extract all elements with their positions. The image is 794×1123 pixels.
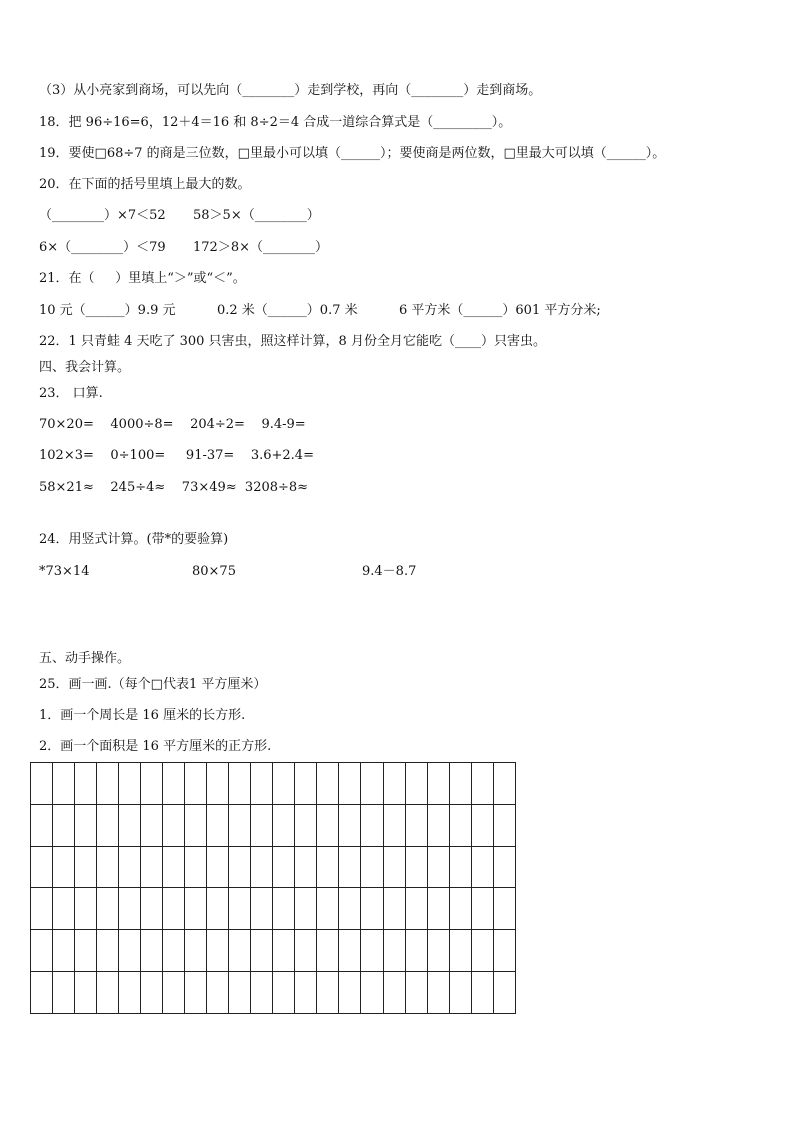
grid-cell[interactable] [119, 930, 141, 972]
grid-cell[interactable] [449, 888, 471, 930]
grid-cell[interactable] [207, 888, 229, 930]
grid-cell[interactable] [185, 763, 207, 805]
grid-cell[interactable] [493, 972, 515, 1014]
grid-cell[interactable] [53, 804, 75, 846]
grid-cell[interactable] [295, 763, 317, 805]
grid-cell[interactable] [251, 763, 273, 805]
q22-line: 22．1 只青蛙 4 天吃了 300 只害虫，照这样计算，8 月份全月它能吃（____）只害虫。 [39, 334, 546, 349]
grid-cell[interactable] [273, 763, 295, 805]
grid-cell[interactable] [53, 846, 75, 888]
grid-cell[interactable] [405, 804, 427, 846]
grid-cell[interactable] [493, 804, 515, 846]
grid-row [31, 804, 516, 846]
grid-cell[interactable] [163, 930, 185, 972]
grid-cell[interactable] [361, 930, 383, 972]
grid-row [31, 888, 516, 930]
grid-cell[interactable] [449, 804, 471, 846]
grid-cell[interactable] [383, 846, 405, 888]
grid-cell[interactable] [251, 888, 273, 930]
grid-cell[interactable] [427, 846, 449, 888]
grid-cell[interactable] [471, 888, 493, 930]
grid-cell[interactable] [361, 972, 383, 1014]
grid-cell[interactable] [405, 763, 427, 805]
grid-cell[interactable] [163, 888, 185, 930]
calc-row-2: 102×3= 0÷100= 91-37= 3.6+2.4= [39, 448, 314, 463]
grid-cell[interactable] [317, 846, 339, 888]
grid-cell[interactable] [97, 888, 119, 930]
grid-cell[interactable] [31, 804, 53, 846]
q25-task-1: 1．画一个周长是 16 厘米的长方形. [39, 708, 246, 723]
q24-item-c: 9.4－8.7 [362, 564, 417, 579]
q24-line: 24．用竖式计算。(带*的要验算) [39, 532, 229, 547]
grid-cell[interactable] [119, 846, 141, 888]
grid-cell[interactable] [361, 763, 383, 805]
grid-row [31, 930, 516, 972]
grid-cell[interactable] [493, 888, 515, 930]
grid-cell[interactable] [75, 972, 97, 1014]
grid-cell[interactable] [493, 763, 515, 805]
grid-cell[interactable] [141, 930, 163, 972]
grid-row [31, 763, 516, 805]
grid-cell[interactable] [339, 763, 361, 805]
grid-cell[interactable] [383, 930, 405, 972]
grid-cell[interactable] [405, 846, 427, 888]
grid-cell[interactable] [405, 888, 427, 930]
grid-cell[interactable] [449, 930, 471, 972]
grid-cell[interactable] [53, 972, 75, 1014]
grid-cell[interactable] [31, 846, 53, 888]
grid-cell[interactable] [251, 930, 273, 972]
grid-cell[interactable] [75, 930, 97, 972]
grid-cell[interactable] [295, 888, 317, 930]
grid-cell[interactable] [339, 972, 361, 1014]
q21-item-b: 0.2 米（______）0.7 米 [217, 303, 358, 318]
q20-item-a: （________）×7＜52 [39, 208, 166, 223]
grid-cell[interactable] [449, 763, 471, 805]
grid-cell[interactable] [471, 763, 493, 805]
q24-item-a: *73×14 [39, 564, 90, 579]
grid-cell[interactable] [427, 804, 449, 846]
grid-cell[interactable] [31, 888, 53, 930]
grid-cell[interactable] [229, 888, 251, 930]
grid-cell[interactable] [31, 763, 53, 805]
grid-cell[interactable] [295, 804, 317, 846]
grid-cell[interactable] [229, 846, 251, 888]
grid-cell[interactable] [471, 846, 493, 888]
q20-item-d: 172＞8×（________） [193, 240, 328, 255]
grid-cell[interactable] [53, 763, 75, 805]
grid-cell[interactable] [185, 930, 207, 972]
grid-cell[interactable] [119, 804, 141, 846]
calc-row-1: 70×20= 4000÷8= 204÷2= 9.4-9= [39, 417, 306, 432]
grid-cell[interactable] [427, 888, 449, 930]
grid-cell[interactable] [229, 763, 251, 805]
grid-cell[interactable] [273, 972, 295, 1014]
grid-cell[interactable] [229, 930, 251, 972]
grid-cell[interactable] [141, 763, 163, 805]
grid-cell[interactable] [361, 804, 383, 846]
grid-cell[interactable] [207, 763, 229, 805]
grid-cell[interactable] [471, 972, 493, 1014]
grid-row [31, 846, 516, 888]
q18-line: 18．把 96÷16=6，12＋4＝16 和 8÷2＝4 合成一道综合算式是（_________）。 [39, 115, 512, 130]
grid-cell[interactable] [75, 846, 97, 888]
q21-item-c: 6 平方米（______）601 平方分米; [399, 303, 601, 318]
grid-cell[interactable] [119, 888, 141, 930]
grid-cell[interactable] [163, 846, 185, 888]
grid-cell[interactable] [471, 930, 493, 972]
grid-cell[interactable] [449, 846, 471, 888]
grid-cell[interactable] [273, 804, 295, 846]
grid-cell[interactable] [141, 846, 163, 888]
grid-cell[interactable] [471, 804, 493, 846]
q21-item-a: 10 元（______）9.9 元 [39, 303, 176, 318]
grid-cell[interactable] [53, 930, 75, 972]
grid-cell[interactable] [383, 763, 405, 805]
grid-cell[interactable] [273, 846, 295, 888]
grid-cell[interactable] [141, 804, 163, 846]
grid-cell[interactable] [97, 972, 119, 1014]
grid-cell[interactable] [317, 804, 339, 846]
grid-cell[interactable] [229, 804, 251, 846]
grid-cell[interactable] [273, 930, 295, 972]
grid-cell[interactable] [185, 888, 207, 930]
grid-cell[interactable] [317, 888, 339, 930]
grid-cell[interactable] [207, 804, 229, 846]
q24-item-b: 80×75 [192, 564, 236, 579]
grid-cell[interactable] [339, 930, 361, 972]
section-5-heading: 五、动手操作。 [39, 651, 131, 666]
grid-cell[interactable] [31, 972, 53, 1014]
grid-cell[interactable] [251, 804, 273, 846]
grid-cell[interactable] [97, 804, 119, 846]
grid-cell[interactable] [427, 763, 449, 805]
grid-cell[interactable] [141, 888, 163, 930]
grid-cell[interactable] [97, 930, 119, 972]
q25-task-2: 2．画一个面积是 16 平方厘米的正方形. [39, 739, 272, 754]
grid-cell[interactable] [163, 804, 185, 846]
grid-cell[interactable] [405, 930, 427, 972]
section-4-heading: 四、我会计算。 [39, 360, 131, 375]
grid-cell[interactable] [295, 972, 317, 1014]
grid-cell[interactable] [383, 972, 405, 1014]
grid-cell[interactable] [383, 888, 405, 930]
grid-cell[interactable] [361, 846, 383, 888]
q20-item-c: 6×（________）＜79 [39, 240, 166, 255]
calc-row-3: 58×21≈ 245÷4≈ 73×49≈ 3208÷8≈ [39, 480, 309, 495]
grid-cell[interactable] [119, 972, 141, 1014]
grid-cell[interactable] [251, 972, 273, 1014]
grid-cell[interactable] [317, 763, 339, 805]
q25-line: 25．画一画.（每个□代表1 平方厘米） [39, 677, 267, 692]
grid-cell[interactable] [185, 804, 207, 846]
grid-cell[interactable] [427, 930, 449, 972]
grid-cell[interactable] [141, 972, 163, 1014]
grid-cell[interactable] [317, 972, 339, 1014]
grid-cell[interactable] [163, 763, 185, 805]
grid-cell[interactable] [163, 972, 185, 1014]
grid-cell[interactable] [97, 846, 119, 888]
grid-cell[interactable] [449, 972, 471, 1014]
q17-3-line: （3）从小亮家到商场，可以先向（________）走到学校，再向（________）走到商场。 [39, 83, 542, 98]
grid-cell[interactable] [361, 888, 383, 930]
grid-cell[interactable] [185, 972, 207, 1014]
grid-cell[interactable] [75, 804, 97, 846]
grid-cell[interactable] [251, 846, 273, 888]
grid-cell[interactable] [295, 846, 317, 888]
grid-cell[interactable] [493, 846, 515, 888]
grid-cell[interactable] [427, 972, 449, 1014]
grid-cell[interactable] [207, 930, 229, 972]
grid-cell[interactable] [207, 972, 229, 1014]
grid-cell[interactable] [97, 763, 119, 805]
grid-row [31, 972, 516, 1014]
grid-cell[interactable] [207, 846, 229, 888]
drawing-grid[interactable] [30, 762, 516, 1014]
q20-line: 20．在下面的括号里填上最大的数。 [39, 177, 251, 192]
q23-line: 23． 口算. [39, 386, 103, 401]
grid-cell[interactable] [317, 930, 339, 972]
q21-line: 21．在（ ）里填上“＞”或“＜”。 [39, 271, 246, 286]
q20-item-b: 58＞5×（________） [193, 208, 320, 223]
grid-cell[interactable] [339, 804, 361, 846]
grid-cell[interactable] [53, 888, 75, 930]
grid-cell[interactable] [75, 888, 97, 930]
grid-cell[interactable] [405, 972, 427, 1014]
grid-cell[interactable] [31, 930, 53, 972]
grid-cell[interactable] [339, 888, 361, 930]
grid-cell[interactable] [273, 888, 295, 930]
grid-cell[interactable] [383, 804, 405, 846]
grid-cell[interactable] [119, 763, 141, 805]
grid-cell[interactable] [295, 930, 317, 972]
grid-cell[interactable] [493, 930, 515, 972]
grid-cell[interactable] [229, 972, 251, 1014]
grid-cell[interactable] [75, 763, 97, 805]
grid-cell[interactable] [339, 846, 361, 888]
grid-cell[interactable] [185, 846, 207, 888]
q19-line: 19．要使□68÷7 的商是三位数，□里最小可以填（______）；要使商是两位数，□里最大可以填（______）。 [39, 146, 666, 161]
